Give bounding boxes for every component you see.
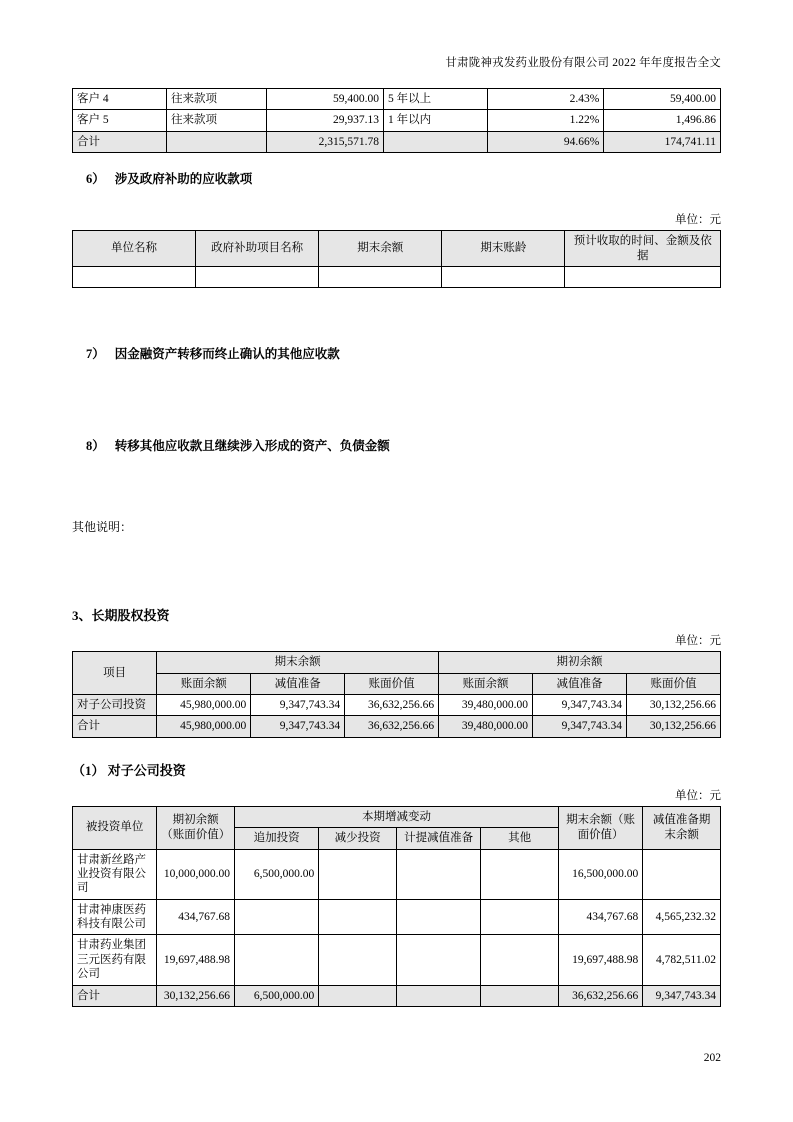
impairment-provision <box>396 935 480 985</box>
begin-book-balance: 39,480,000.00 <box>439 695 533 716</box>
reduced-investment <box>319 985 397 1006</box>
col-group-ending: 期末余额 <box>157 652 439 673</box>
section-7-number: 7） <box>86 347 105 362</box>
col-end-book-balance: 账面余额 <box>157 673 251 694</box>
table-row-total <box>73 131 721 152</box>
customer-name: 客户 4 <box>73 89 167 110</box>
col-begin-book-value: 账面价值 <box>627 673 721 694</box>
col-end-book-value: 账面价值 <box>345 673 439 694</box>
table-header-row <box>73 231 721 267</box>
receivables-continuation-table <box>72 88 721 153</box>
impairment-ending <box>643 849 721 899</box>
table-row <box>73 110 721 131</box>
other <box>481 935 559 985</box>
additional-investment <box>234 899 318 935</box>
total-label: 合计 <box>73 985 157 1006</box>
begin-book-value: 30,132,256.66 <box>627 716 721 737</box>
nature <box>166 131 266 152</box>
impairment-provision <box>396 849 480 899</box>
other <box>481 899 559 935</box>
ratio: 1.22% <box>487 110 604 131</box>
nature: 往来款项 <box>166 89 266 110</box>
col-begin-impairment: 减值准备 <box>533 673 627 694</box>
amount: 59,400.00 <box>267 89 384 110</box>
col-impairment-ending: 减值准备期末余额 <box>643 806 721 849</box>
amount: 29,937.13 <box>267 110 384 131</box>
table-header-row-group <box>73 652 721 673</box>
aging: 1 年以内 <box>384 110 488 131</box>
col-item: 项目 <box>73 652 157 695</box>
begin-impairment: 9,347,743.34 <box>533 716 627 737</box>
additional-investment: 6,500,000.00 <box>234 985 318 1006</box>
customer-name: 客户 5 <box>73 110 167 131</box>
table-row-total <box>73 985 721 1006</box>
table-row <box>73 695 721 716</box>
col-ending-balance: 期末余额（账面价值） <box>558 806 642 849</box>
col-expected-collection: 预计收取的时间、金额及依据 <box>565 231 721 267</box>
subsidiary-investment-table <box>72 806 721 1007</box>
begin-book-value: 30,132,256.66 <box>627 695 721 716</box>
table-header-row-group <box>73 806 721 827</box>
impairment-ending: 4,782,511.02 <box>643 935 721 985</box>
table-row-empty <box>73 266 721 287</box>
long-term-equity-investment-table <box>72 651 721 738</box>
section-3-heading: 3、长期股权投资 <box>72 608 170 624</box>
col-other: 其他 <box>481 828 559 849</box>
beginning-balance: 10,000,000.00 <box>157 849 235 899</box>
col-begin-book-balance: 账面余额 <box>439 673 533 694</box>
impairment-ending: 9,347,743.34 <box>643 985 721 1006</box>
unit-label-section3-1: 单位：元 <box>675 789 721 802</box>
section-6-heading <box>72 169 721 187</box>
col-unit-name: 单位名称 <box>73 231 196 267</box>
beginning-balance: 19,697,488.98 <box>157 935 235 985</box>
begin-book-balance: 39,480,000.00 <box>439 716 533 737</box>
unit-label-section3: 单位：元 <box>675 635 721 648</box>
table-row <box>73 935 721 985</box>
section-7-heading <box>72 344 721 362</box>
table-row <box>73 899 721 935</box>
col-group-beginning: 期初余额 <box>439 652 721 673</box>
reduced-investment <box>319 849 397 899</box>
nature: 往来款项 <box>166 110 266 131</box>
end-impairment: 9,347,743.34 <box>251 716 345 737</box>
total-label: 合计 <box>73 716 157 737</box>
section-7-title: 因金融资产转移而终止确认的其他应收款 <box>114 347 340 362</box>
section-8-number: 8） <box>86 439 105 454</box>
investee-name: 甘肃新丝路产业投资有限公司 <box>73 849 157 899</box>
end-book-balance: 45,980,000.00 <box>157 716 251 737</box>
section-6-title: 涉及政府补助的应收款项 <box>114 172 253 187</box>
impairment-ending: 4,565,232.32 <box>643 899 721 935</box>
begin-impairment: 9,347,743.34 <box>533 695 627 716</box>
additional-investment <box>234 935 318 985</box>
table-row <box>73 89 721 110</box>
other-note-label: 其他说明： <box>72 520 133 535</box>
amount: 2,315,571.78 <box>267 131 384 152</box>
beginning-balance: 30,132,256.66 <box>157 985 235 1006</box>
section-3-1-heading: （1） 对子公司投资 <box>72 762 186 778</box>
cell-empty <box>442 266 565 287</box>
cell-empty <box>319 266 442 287</box>
reduced-investment <box>319 935 397 985</box>
col-end-impairment: 减值准备 <box>251 673 345 694</box>
aging: 5 年以上 <box>384 89 488 110</box>
ending-balance: 36,632,256.66 <box>558 985 642 1006</box>
total-label: 合计 <box>73 131 167 152</box>
bad-debt-provision: 1,496.86 <box>604 110 721 131</box>
ending-balance: 434,767.68 <box>558 899 642 935</box>
page-number: 202 <box>703 1052 721 1064</box>
col-investee: 被投资单位 <box>73 806 157 849</box>
table-row-total <box>73 716 721 737</box>
aging <box>384 131 488 152</box>
col-ending-aging: 期末账龄 <box>442 231 565 267</box>
cell-empty <box>73 266 196 287</box>
cell-empty <box>196 266 319 287</box>
cell-empty <box>565 266 721 287</box>
col-additional-investment: 追加投资 <box>234 828 318 849</box>
ending-balance: 19,697,488.98 <box>558 935 642 985</box>
unit-label-section6: 单位：元 <box>675 214 721 227</box>
investee-name: 甘肃药业集团三元医药有限公司 <box>73 935 157 985</box>
page-header: 甘肃陇神戎发药业股份有限公司 2022 年年度报告全文 <box>445 57 721 69</box>
ending-balance: 16,500,000.00 <box>558 849 642 899</box>
ratio: 2.43% <box>487 89 604 110</box>
reduced-investment <box>319 899 397 935</box>
col-ending-balance: 期末余额 <box>319 231 442 267</box>
section-8-title: 转移其他应收款且继续涉入形成的资产、负债金额 <box>114 439 390 454</box>
col-reduced-investment: 减少投资 <box>319 828 397 849</box>
end-impairment: 9,347,743.34 <box>251 695 345 716</box>
end-book-value: 36,632,256.66 <box>345 716 439 737</box>
table-row <box>73 849 721 899</box>
additional-investment: 6,500,000.00 <box>234 849 318 899</box>
ratio: 94.66% <box>487 131 604 152</box>
end-book-value: 36,632,256.66 <box>345 695 439 716</box>
section-8-heading <box>72 436 721 454</box>
other <box>481 985 559 1006</box>
item-label: 对子公司投资 <box>73 695 157 716</box>
section-6-number: 6） <box>86 172 105 187</box>
other <box>481 849 559 899</box>
impairment-provision <box>396 899 480 935</box>
bad-debt-provision: 174,741.11 <box>604 131 721 152</box>
bad-debt-provision: 59,400.00 <box>604 89 721 110</box>
end-book-balance: 45,980,000.00 <box>157 695 251 716</box>
government-subsidy-receivables-table <box>72 230 721 288</box>
col-subsidy-project: 政府补助项目名称 <box>196 231 319 267</box>
col-group-changes: 本期增减变动 <box>234 806 558 827</box>
col-beginning-balance: 期初余额（账面价值） <box>157 806 235 849</box>
col-impairment-provision: 计提减值准备 <box>396 828 480 849</box>
impairment-provision <box>396 985 480 1006</box>
investee-name: 甘肃神康医药科技有限公司 <box>73 899 157 935</box>
table-header-row-sub <box>73 673 721 694</box>
beginning-balance: 434,767.68 <box>157 899 235 935</box>
